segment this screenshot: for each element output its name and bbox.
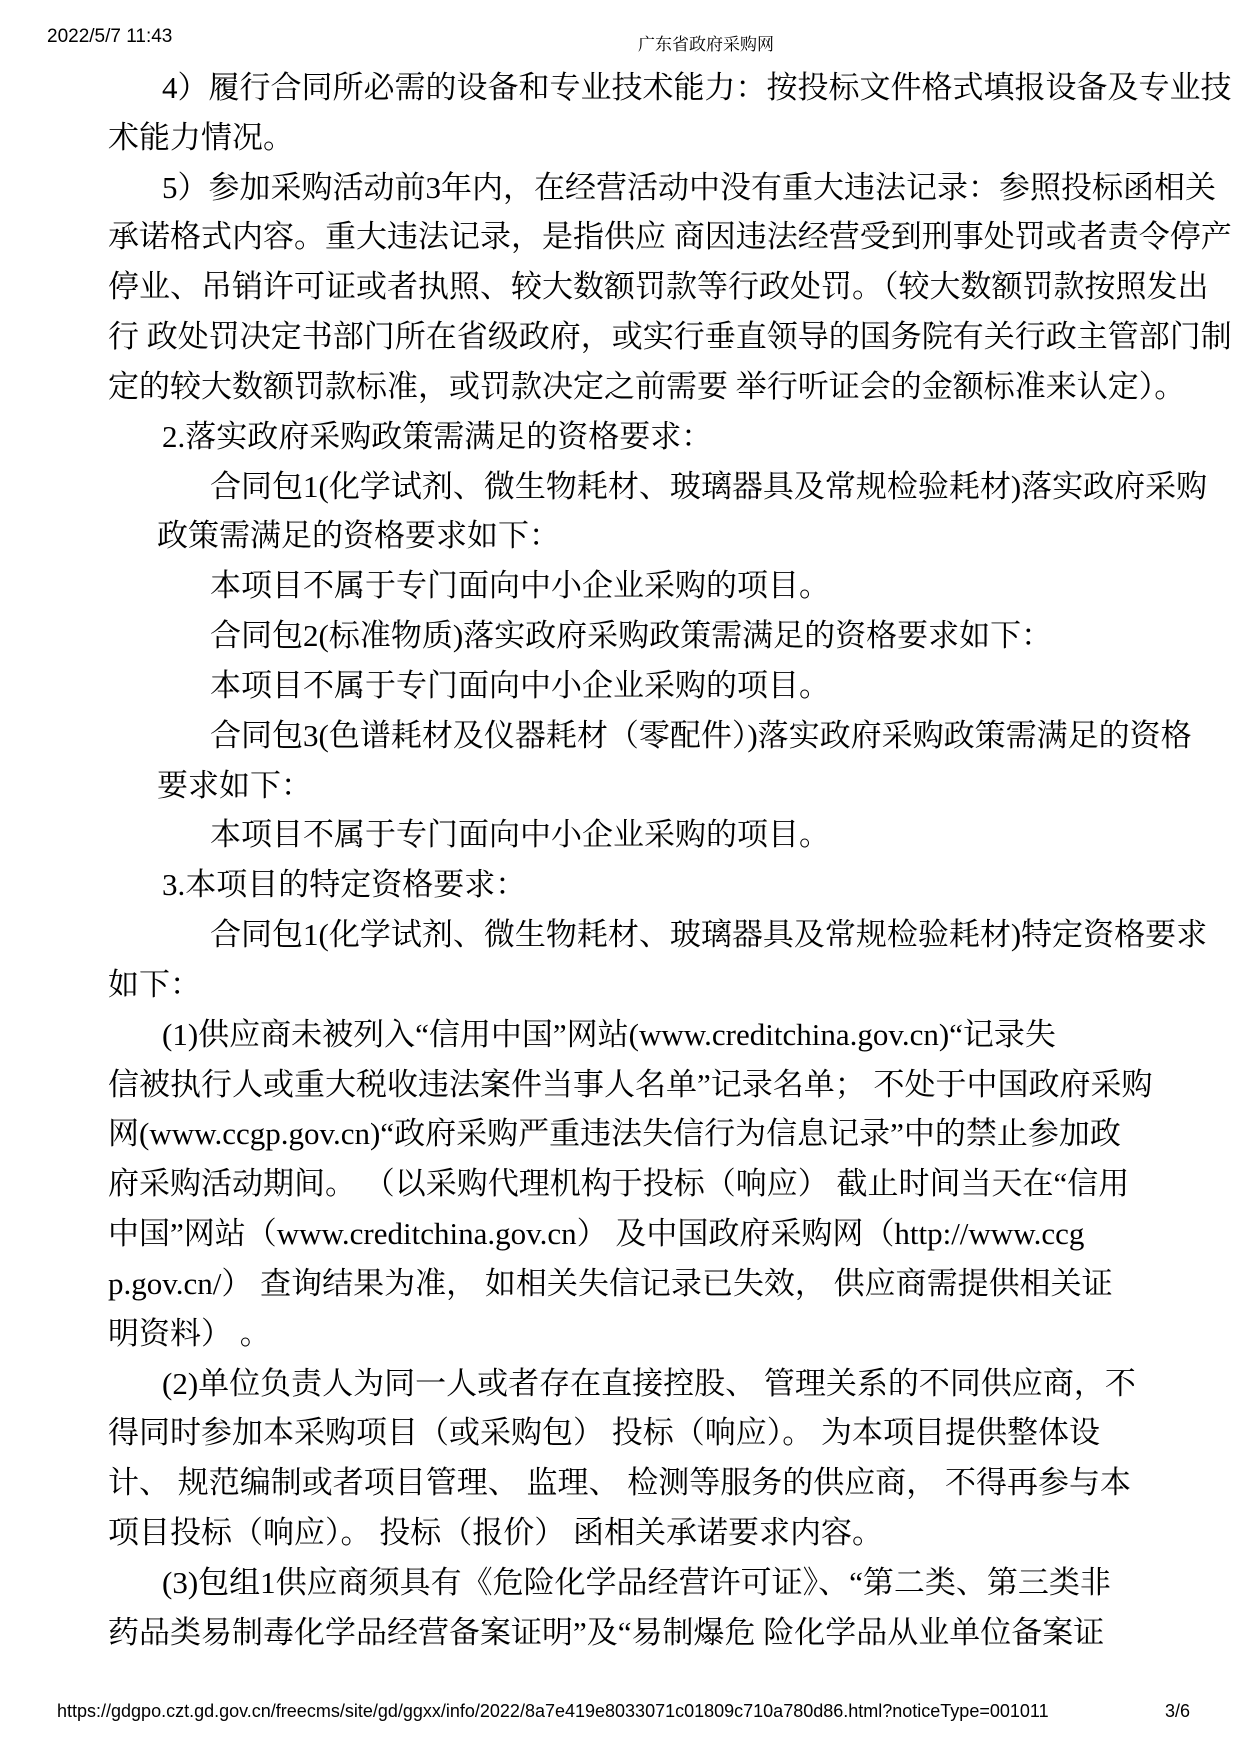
text-line: 本项目不属于专门面向中小企业采购的项目。	[210, 568, 830, 604]
print-datetime: 2022/5/7 11:43	[47, 26, 173, 47]
text-line: 合同包1(化学试剂、微生物耗材、玻璃器具及常规检验耗材)落实政府采购	[210, 468, 1208, 504]
text-line: 合同包2(标准物质)落实政府采购政策需满足的资格要求如下：	[210, 618, 1053, 654]
text-line: 合同包1(化学试剂、微生物耗材、玻璃器具及常规检验耗材)特定资格要求	[210, 917, 1208, 953]
text-line: 合同包3(色谱耗材及仪器耗材（零配件）)落实政府采购政策需满足的资格	[210, 717, 1192, 753]
text-line: 行 政处罚决定书部门所在省级政府，或实行垂直领导的国务院有关行政主管部门制	[108, 319, 1232, 355]
text-line: 2.落实政府采购政策需满足的资格要求：	[162, 418, 713, 454]
text-line: 术能力情况。	[108, 119, 294, 155]
text-line: 项目投标（响应）。 投标（报价） 函相关承诺要求内容。	[108, 1515, 883, 1551]
text-line: (3)包组1供应商须具有《危险化学品经营许可证》、“第二类、第三类非	[162, 1564, 1111, 1600]
text-line: 停业、吊销许可证或者执照、较大数额罚款等行政处罚。（较大数额罚款按照发出	[108, 269, 1209, 305]
text-line: 计、 规范编制或者项目管理、 监理、 检测等服务的供应商， 不得再参与本	[108, 1465, 1131, 1501]
text-line: 药品类易制毒化学品经营备案证明”及“易制爆危 险化学品从业单位备案证	[108, 1614, 1105, 1650]
text-line: 府采购活动期间。 （以采购代理机构于投标（响应） 截止时间当天在“信用	[108, 1166, 1130, 1202]
text-line: 政策需满足的资格要求如下：	[157, 518, 560, 554]
text-line: 5）参加采购活动前3年内，在经营活动中没有重大违法记录：参照投标函相关	[162, 169, 1216, 205]
text-line: 网(www.ccgp.gov.cn)“政府采购严重违法失信行为信息记录”中的禁止参加政	[108, 1116, 1121, 1152]
text-line: 明资料） 。	[108, 1315, 271, 1351]
site-title: 广东省政府采购网	[638, 35, 774, 54]
text-line: (2)单位负责人为同一人或者存在直接控股、 管理关系的不同供应商，不	[162, 1365, 1136, 1401]
text-line: 3.本项目的特定资格要求：	[162, 867, 527, 903]
source-url: https://gdgpo.czt.gd.gov.cn/freecms/site/gd/ggxx/info/2022/8a7e419e8033071c01809c710a780d86.html?noticeType=001011	[57, 1701, 1049, 1721]
text-line: 本项目不属于专门面向中小企业采购的项目。	[210, 667, 830, 703]
text-line: 要求如下：	[157, 767, 312, 803]
text-line: 本项目不属于专门面向中小企业采购的项目。	[210, 817, 830, 853]
document-body	[108, 63, 1232, 1658]
text-line: (1)供应商未被列入“信用中国”网站(www.creditchina.gov.cn)“记录失	[162, 1016, 1056, 1052]
text-line: 信被执行人或重大税收违法案件当事人名单”记录名单； 不处于中国政府采购	[108, 1066, 1153, 1102]
text-line: 定的较大数额罚款标准，或罚款决定之前需要 举行听证会的金额标准来认定）。	[108, 368, 1186, 404]
text-line: p.gov.cn/） 查询结果为准， 如相关失信记录已失效， 供应商需提供相关证	[108, 1265, 1113, 1301]
text-line: 得同时参加本采购项目（或采购包） 投标（响应）。 为本项目提供整体设	[108, 1415, 1100, 1451]
text-line: 4）履行合同所必需的设备和专业技术能力：按投标文件格式填报设备及专业技	[162, 70, 1232, 105]
page-number: 3/6	[1164, 1701, 1190, 1721]
text-line: 承诺格式内容。重大违法记录，是指供应 商因违法经营受到刑事处罚或者责令停产	[108, 219, 1232, 255]
text-line: 中国”网站（www.creditchina.gov.cn） 及中国政府采购网（http://www.ccg	[108, 1216, 1085, 1252]
text-line: 如下：	[108, 966, 201, 1002]
